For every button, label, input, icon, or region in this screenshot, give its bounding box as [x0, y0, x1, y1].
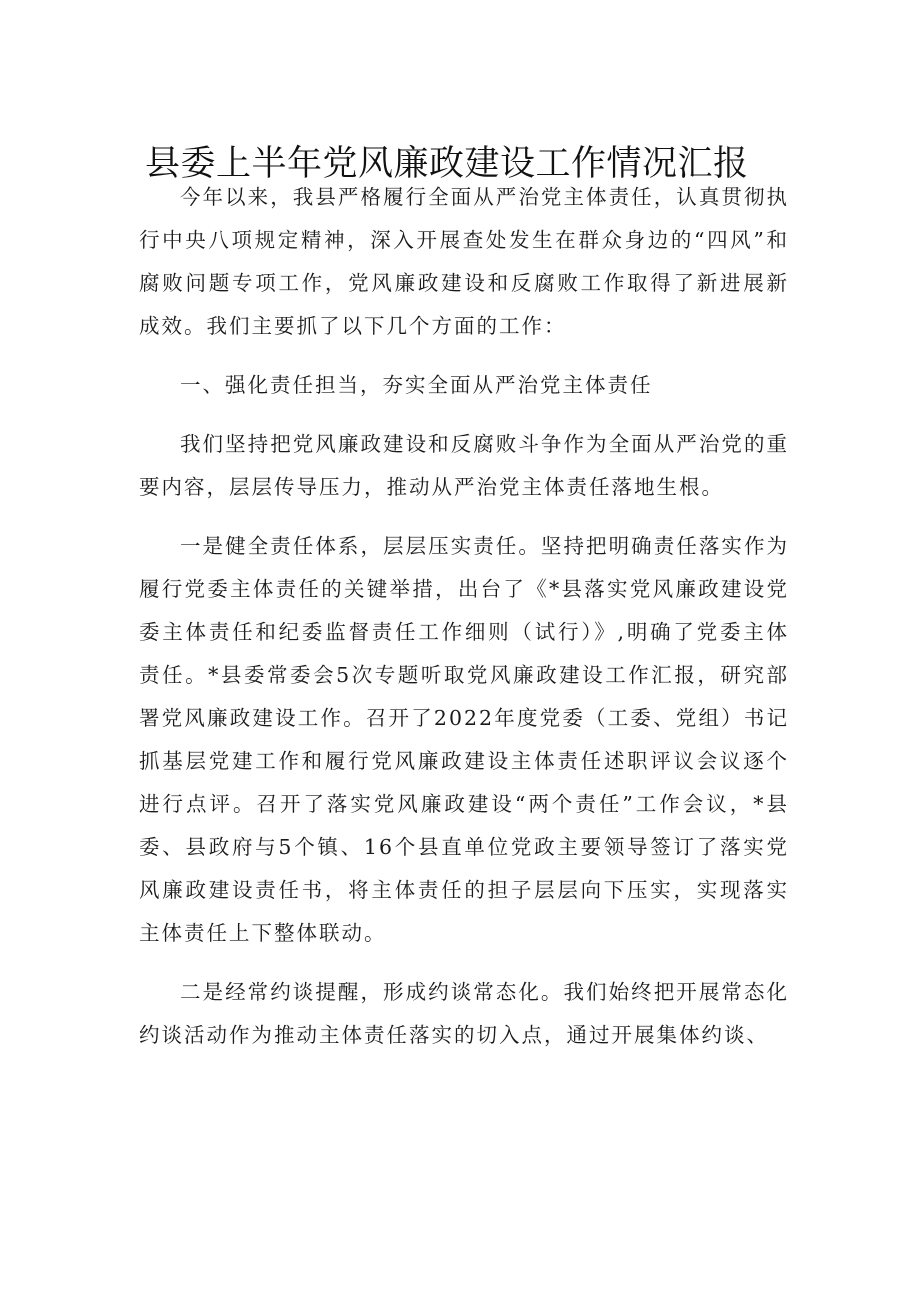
section-heading-1: 一、强化责任担当，夯实全面从严治党主体责任 [180, 373, 653, 397]
paragraph-section-intro: 我们坚持把党风廉政建设和反腐败斗争作为全面从严治党的重要内容，层层传导压力，推动从严治党主体责任落地生根。 [139, 432, 789, 499]
paragraph-regular-talks: 二是经常约谈提醒，形成约谈常态化。我们始终把开展常态化约谈活动作为推动主体责任落实的切入点，通过开展集体约谈、 [139, 980, 789, 1047]
paragraph-intro: 今年以来，我县严格履行全面从严治党主体责任，认真贯彻执行中央八项规定精神，深入开展查处发生在群众身边的“四风”和腐败问题专项工作，党风廉政建设和反腐败工作取得了新进展新成效。我们主要抓了以下几个方面的工作： [139, 185, 789, 338]
paragraph-responsibility-system: 一是健全责任体系，层层压实责任。坚持把明确责任落实作为履行党委主体责任的关键举措，出台了《*县落实党风廉政建设党委主体责任和纪委监督责任工作细则（试行）》,明确了党委主体责任。*县委常委会5次专题听取党风廉政建设工作汇报，研究部署党风廉政建设工作。召开了2022年度党委（工委、党组）书记抓基层党建工作和履行党风廉政建设主体责任述职评议会议逐个进行点评。召开了落实党风廉政建设“两个责任”工作会议，*县委、县政府与5个镇、16个县直单位党政主要领导签订了落实党风廉政建设责任书，将主体责任的担子层层向下压实，实现落实主体责任上下整体联动。 [139, 534, 789, 945]
document-body [139, 176, 789, 1057]
document-title: 县委上半年党风廉政建设工作情况汇报 [145, 144, 749, 184]
